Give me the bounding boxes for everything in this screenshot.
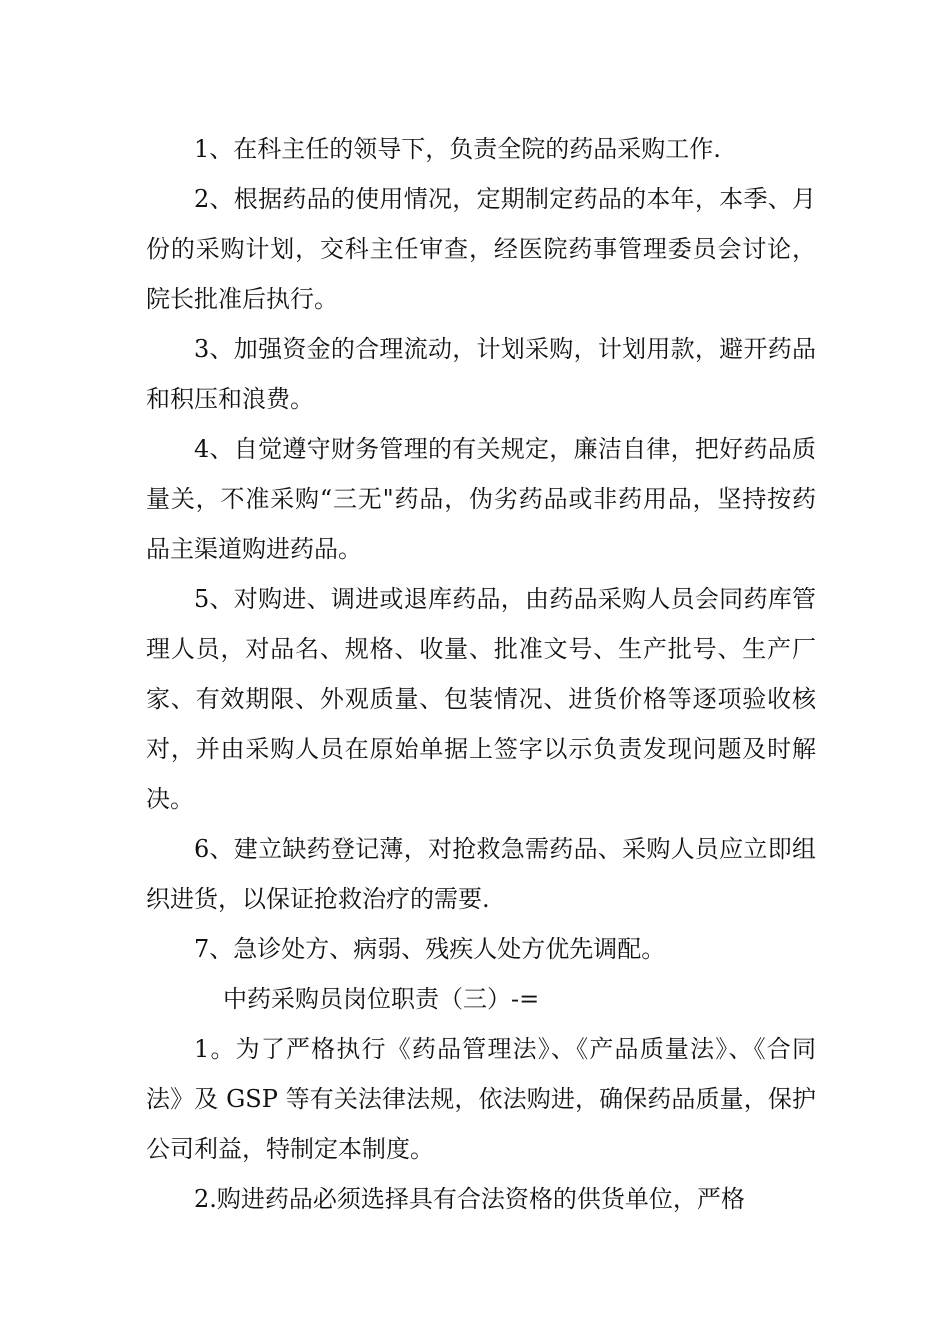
paragraph-4: 4、自觉遵守财务管理的有关规定，廉洁自律，把好药品质量关，不准采购“三无"药品，伪劣药品或非药用品，坚持按药品主渠道购进药品。 [146,435,816,563]
section-heading: 中药采购员岗位职责（三）-= [223,985,540,1013]
paragraph-6: 6、建立缺药登记薄，对抢救急需药品、采购人员应立即组织进货，以保证抢救治疗的需要. [146,835,816,913]
paragraph-5: 5、对购进、调进或退库药品，由药品采购人员会同药库管理人员，对品名、规格、收量、批准文号、生产批号、生产厂家、有效期限、外观质量、包装情况、进货价格等逐项验收核对，并由采购人员在原始单据上签字以示负责发现问题及时解决。 [146,585,816,813]
paragraph-7: 7、急诊处方、病弱、残疾人处方优先调配。 [194,935,666,963]
paragraph-1: 1、在科主任的领导下，负责全院的药品采购工作. [194,135,721,163]
section-paragraph-2: 2.购进药品必须选择具有合法资格的供货单位，严格 [194,1185,745,1213]
paragraph-3: 3、加强资金的合理流动，计划采购，计划用款，避开药品和积压和浪费。 [146,335,816,413]
paragraph-2: 2、根据药品的使用情况，定期制定药品的本年，本季、月份的采购计划，交科主任审查，经医院药事管理委员会讨论，院长批准后执行。 [146,185,816,313]
document-body [146,124,816,1224]
section-paragraph-1: 1。为了严格执行《药品管理法》、《产品质量法》、《合同法》及 GSP 等有关法律法规，依法购进，确保药品质量，保护公司利益，特制定本制度。 [146,1035,816,1163]
